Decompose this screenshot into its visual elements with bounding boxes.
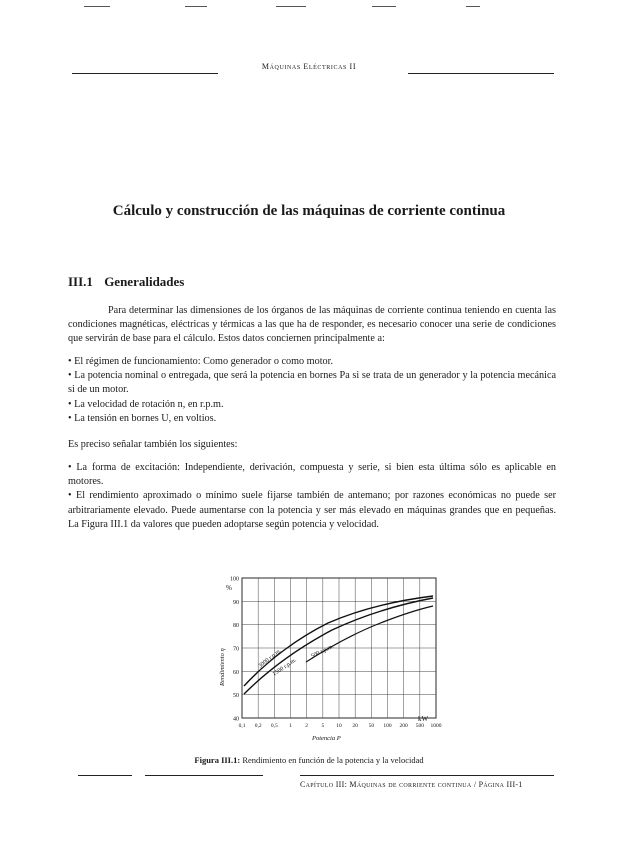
x-tick-label: 1 [289, 723, 292, 729]
running-title: Máquinas Eléctricas II [261, 62, 357, 71]
y-axis-label: Rendimiento η [219, 648, 226, 686]
caption-label: Figura III.1: [194, 755, 241, 765]
footer-rule-left [78, 775, 132, 776]
y-tick-label: 90 [233, 599, 239, 606]
y-tick-label: 100 [230, 576, 239, 583]
caption-text: Rendimiento en función de la potencia y la velocidad [242, 755, 424, 765]
y-tick-label: 70 [233, 646, 239, 653]
additional-list [68, 461, 556, 532]
curve-label: 1500 r.p.m. [271, 657, 298, 678]
x-tick-label: 50 [368, 723, 375, 729]
y-tick-label: 40 [233, 716, 239, 723]
curve-label: 500 r.p.m. [310, 643, 335, 660]
conditions-list [68, 355, 556, 426]
scan-mark [372, 6, 396, 7]
scan-mark [276, 6, 306, 7]
footer-rule-mid [145, 775, 263, 776]
header-rule-left [72, 73, 218, 74]
x-tick-label: 0,5 [270, 723, 278, 729]
list-item: • La tensión en bornes U, en voltios. [68, 412, 556, 426]
header-rule-right [408, 73, 554, 74]
x-tick-label: 1000 [430, 723, 442, 729]
x-tick-label: 100 [383, 723, 392, 729]
scan-mark [466, 6, 480, 7]
section-heading [68, 274, 184, 290]
x-tick-label: 0,2 [254, 723, 262, 729]
y-tick-label: 60 [233, 669, 239, 676]
y-unit: % [226, 584, 232, 592]
intro-paragraph: Para determinar las dimensiones de los órganos de las máquinas de corriente continua teniendo en cuenta las condiciones magnéticas, eléctricas y térmicas a las que ha de responder, es necesario conocer una serie de condiciones que servirán de base para el cálculo. Estos datos conciernen principalmente a: [68, 305, 556, 345]
y-tick-label: 80 [233, 623, 239, 630]
x-tick-label: 500 [415, 723, 424, 729]
list-item: • La potencia nominal o entregada, que será la potencia en bornes Pa si se trata de un generador y la potencia mecánica si de un motor. [68, 369, 556, 397]
figure-caption [0, 755, 618, 765]
list-item: • La velocidad de rotación n, en r.p.m. [68, 398, 556, 412]
efficiency-figure [218, 568, 448, 746]
y-ticks [230, 577, 239, 723]
x-axis-label: Potencia P [312, 735, 341, 742]
section-number: III.1 [68, 274, 93, 289]
x-tick-label: 10 [336, 723, 342, 729]
footer-rule-right [300, 775, 554, 776]
page-footer: Capítulo III: Máquinas de corriente continua / Página III-1 [300, 780, 523, 789]
x-ticks [239, 723, 442, 729]
x-tick-label: 2 [305, 723, 309, 729]
scan-mark [84, 6, 110, 7]
x-tick-label: 0,1 [238, 723, 246, 729]
y-tick-label: 50 [233, 693, 239, 700]
grid [242, 578, 436, 718]
scan-mark [185, 6, 207, 7]
x-unit: kW [418, 715, 429, 723]
x-tick-label: 20 [352, 723, 358, 729]
also-paragraph: Es preciso señalar también los siguientes: [68, 439, 238, 450]
chapter-title: Cálculo y construcción de las máquinas de corriente continua [112, 203, 506, 219]
x-tick-label: 200 [399, 723, 408, 729]
section-title: Generalidades [104, 274, 185, 289]
curve-label: 3000 r.p.m. [257, 648, 283, 670]
list-item: • El rendimiento aproximado o mínimo suele fijarse también de antemano; por razones económicas no puede ser arbitrariamente elevado. Puede aumentarse con la potencia y ser más elevado en máquinas grandes que en pequeñas. La Figura III.1 da valores que pueden adoptarse según potencia y velocidad. [68, 489, 556, 532]
curve-1500-rpm [244, 598, 433, 694]
list-item: • El régimen de funcionamiento: Como generador o como motor. [68, 355, 556, 369]
list-item: • La forma de excitación: Independiente, derivación, compuesta y serie, si bien esta última sólo es aplicable en motores. [68, 461, 556, 489]
x-tick-label: 5 [321, 723, 325, 729]
